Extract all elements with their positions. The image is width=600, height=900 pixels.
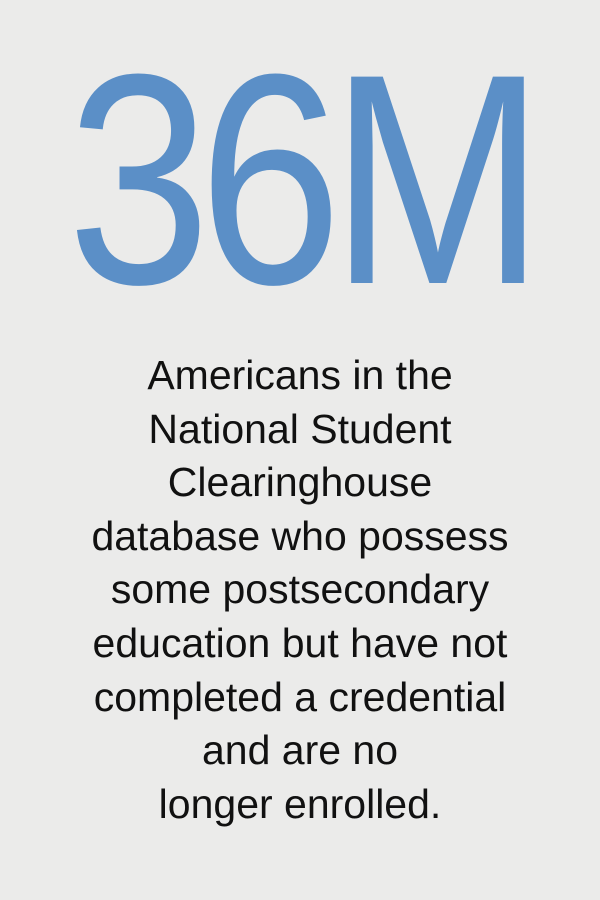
description-line: database who possess: [91, 512, 509, 559]
description-line: Americans in the: [147, 352, 453, 398]
description-line: longer enrolled.: [158, 780, 442, 827]
description-line: education but have not: [92, 619, 508, 666]
description-line: completed a credential: [93, 673, 507, 720]
description-line: and are no: [201, 727, 399, 774]
description-line: Clearinghouse: [167, 459, 433, 506]
description-line: National Student: [148, 405, 452, 452]
stat-figure: 36M: [67, 11, 533, 347]
stat-description: [20, 349, 580, 831]
description-line: some postsecondary: [110, 566, 490, 613]
